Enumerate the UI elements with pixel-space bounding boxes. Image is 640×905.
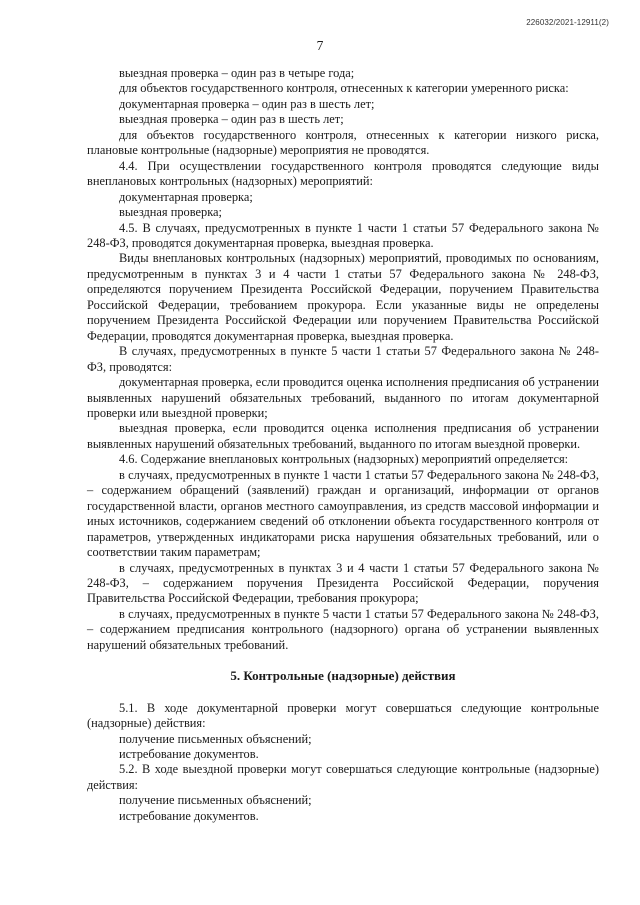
paragraph: в случаях, предусмотренных в пункте 1 части 1 статьи 57 Федерального закона № 248-ФЗ, – содержанием обращений (заявлений) граждан и организаций, информации от органов государственной власти, органов местного самоуправления, из средств массовой информации и иных источников, содержанием сведений об отклонении объекта государственного контроля от параметров, утвержденных индикаторами риска нарушения обязательных требований, или о соответствии таким параметрам; xyxy=(87,467,599,560)
paragraph: документарная проверка; xyxy=(119,189,253,204)
paragraph: получение письменных объяснений; xyxy=(119,793,312,808)
paragraph: 5.2. В ходе выездной проверки могут совершаться следующие контрольные (надзорные) действия: xyxy=(87,762,599,792)
document-body xyxy=(87,66,599,824)
paragraph: 4.5. В случаях, предусмотренных в пункте 1 части 1 статьи 57 Федерального закона № 248-ФЗ, проводятся документарная проверка, выездная проверка. xyxy=(87,220,599,250)
paragraph: выездная проверка; xyxy=(119,205,222,220)
section-title: 5. Контрольные (надзорные) действия xyxy=(230,668,456,684)
paragraph: для объектов государственного контроля, отнесенных к категории низкого риска, плановые контрольные (надзорные) мероприятия не проводятся. xyxy=(87,127,599,158)
paragraph: получение письменных объяснений; xyxy=(119,731,312,746)
paragraph: выездная проверка – один раз в четыре года; xyxy=(119,66,355,80)
page-number: 7 xyxy=(316,38,324,53)
paragraph: выездная проверка – один раз в шесть лет; xyxy=(119,112,344,127)
paragraph: для объектов государственного контроля, отнесенных к категории умеренного риска: xyxy=(119,81,569,96)
paragraph: 5.1. В ходе документарной проверки могут совершаться следующие контрольные (надзорные) действия: xyxy=(87,700,599,731)
paragraph: выездная проверка, если проводится оценка исполнения предписания об устранении выявленных нарушений обязательных требований, выданного по итогам выездной проверки. xyxy=(87,421,599,451)
paragraph: В случаях, предусмотренных в пункте 5 части 1 статьи 57 Федерального закона № 248-ФЗ, проводятся: xyxy=(87,344,599,374)
paragraph: документарная проверка – один раз в шесть лет; xyxy=(119,96,375,111)
paragraph: истребование документов. xyxy=(119,747,259,762)
paragraph: 4.4. При осуществлении государственного контроля проводятся следующие виды внеплановых контрольных (надзорных) мероприятий: xyxy=(87,158,599,189)
document-id: 226032/2021-12911(2) xyxy=(526,18,609,27)
paragraph: 4.6. Содержание внеплановых контрольных (надзорных) мероприятий определяется: xyxy=(119,452,569,467)
paragraph: Виды внеплановых контрольных (надзорных) мероприятий, проводимых по основаниям, предусмотренным в пунктах 3 и 4 части 1 статьи 57 Федерального закона № 248-ФЗ, определяются поручением Президента Российской Федерации, поручением Правительства Российской Федерации, требованием прокурора. Если указанные виды не определены поручением Президента Российской Федерации или поручением Правительства Российской Федерации, проводятся документарная проверка, выездная проверка. xyxy=(87,251,599,343)
paragraph: в случаях, предусмотренных в пункте 5 части 1 статьи 57 Федерального закона № 248-ФЗ, – содержанием предписания контрольного (надзорного) органа об устранении выявленных нарушений обязательных требований. xyxy=(87,606,599,652)
paragraph: в случаях, предусмотренных в пунктах 3 и 4 части 1 статьи 57 Федерального закона № 248-ФЗ, – содержанием поручения Президента Российской Федерации, поручения Правительства Российской Федерации, требования прокурора; xyxy=(87,560,599,606)
paragraph: документарная проверка, если проводится оценка исполнения предписания об устранении выявленных нарушений обязательных требований, выданного по итогам документарной проверки или выездной проверки; xyxy=(87,375,599,420)
paragraph: истребование документов. xyxy=(119,808,259,823)
